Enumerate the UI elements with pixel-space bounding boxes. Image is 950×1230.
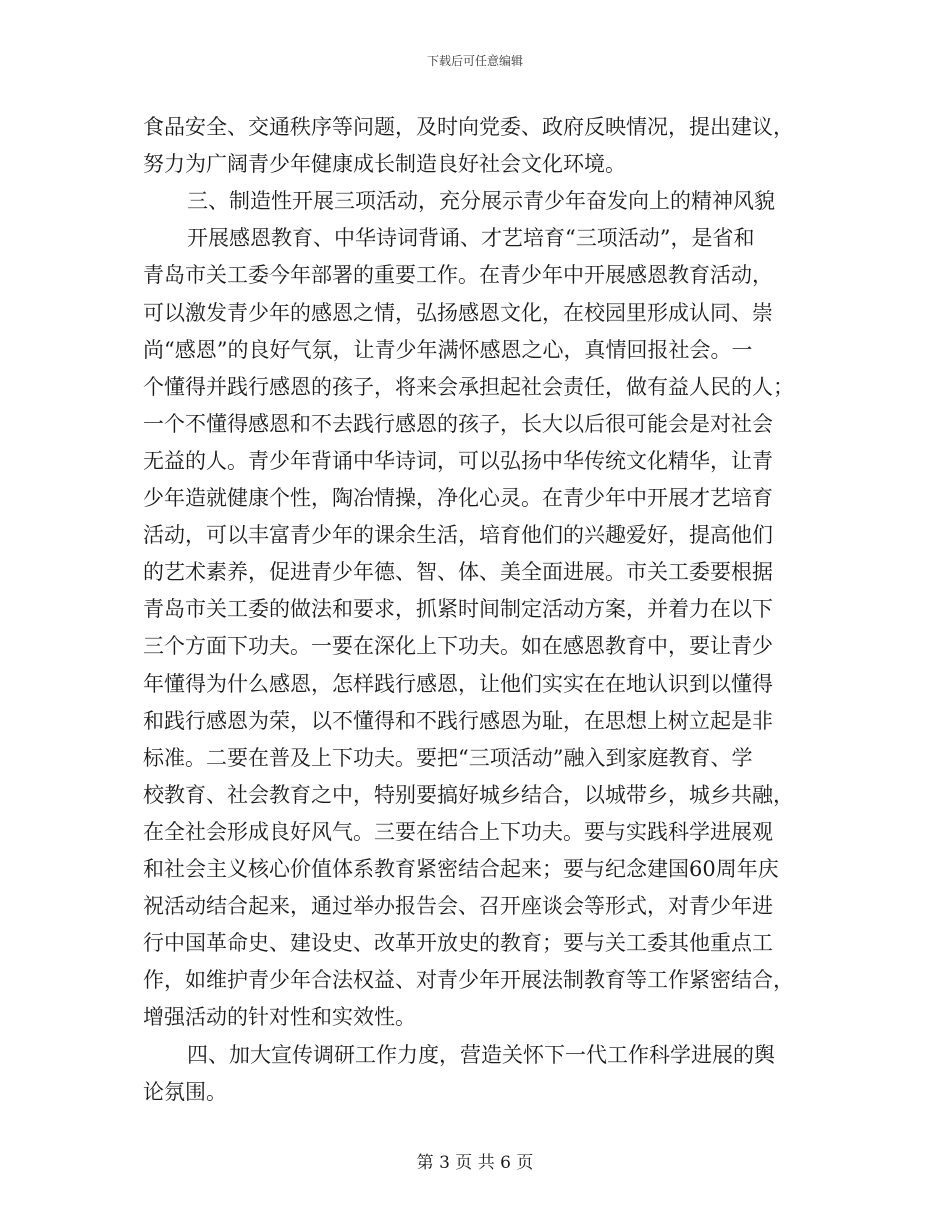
text-line: 无益的人。青少年背诵中华诗词，可以弘扬中华传统文化精华，让青 xyxy=(143,448,773,473)
text-line: 食品安全、交通秩序等问题，及时向党委、政府反映情况，提出建议， xyxy=(143,115,794,139)
text-line: 开展感恩教育、中华诗词背诵、才艺培育“三项活动”，是省和 xyxy=(187,226,755,251)
text-line: 行中国革命史、建设史、改革开放史的教育；要与关工委其他重点工 xyxy=(143,931,773,956)
page-footer: 第 3 页 共 6 页 xyxy=(416,1153,534,1173)
text-line: 青岛市关工委的做法和要求，抓紧时间制定活动方案，并着力在以下 xyxy=(143,597,773,622)
text-line: 年懂得为什么感恩，怎样践行感恩，让他们实实在在地认识到以懂得 xyxy=(143,671,773,696)
text-line: 论氛围。 xyxy=(143,1079,227,1104)
text-line: 标准。二要在普及上下功夫。要把“三项活动”融入到家庭教育、学 xyxy=(143,745,753,770)
text-line: 三个方面下功夫。一要在深化上下功夫。如在感恩教育中，要让青少 xyxy=(143,634,773,659)
text-line: 祝活动结合起来，通过举办报告会、召开座谈会等形式，对青少年进 xyxy=(143,894,773,919)
text-line: 增强活动的针对性和实效性。 xyxy=(143,1005,416,1030)
text-line: 四、加大宣传调研工作力度，营造关怀下一代工作科学进展的舆 xyxy=(187,1042,775,1067)
text-line: 三、制造性开展三项活动，充分展示青少年奋发向上的精神风貌 xyxy=(187,189,775,214)
text-line: 尚“感恩”的良好气氛，让青少年满怀感恩之心，真情回报社会。一 xyxy=(143,337,753,362)
text-line: 和社会主义核心价值体系教育紧密结合起来；要与纪念建国60周年庆 xyxy=(143,857,779,881)
text-line: 努力为广阔青少年健康成长制造良好社会文化环境。 xyxy=(143,152,626,177)
text-line: 少年造就健康个性，陶冶情操，净化心灵。在青少年中开展才艺培育 xyxy=(143,486,773,510)
page-header: 下载后可任意编辑 xyxy=(426,54,523,68)
text-line: 活动，可以丰富青少年的课余生活，培育他们的兴趣爱好，提高他们 xyxy=(143,523,773,548)
text-line: 校教育、社会教育之中，特别要搞好城乡结合，以城带乡，城乡共融， xyxy=(143,782,794,807)
text-line: 一个不懂得感恩和不去践行感恩的孩子，长大以后很可能会是对社会 xyxy=(143,411,773,436)
text-line: 作，如维护青少年合法权益、对青少年开展法制教育等工作紧密结合， xyxy=(143,968,794,993)
text-line: 个懂得并践行感恩的孩子，将来会承担起社会责任，做有益人民的人； xyxy=(143,374,794,399)
text-line: 可以激发青少年的感恩之情，弘扬感恩文化，在校园里形成认同、崇 xyxy=(143,300,773,325)
text-line: 和践行感恩为荣，以不懂得和不践行感恩为耻，在思想上树立起是非 xyxy=(143,708,773,733)
text-line: 的艺术素养，促进青少年德、智、体、美全面进展。市关工委要根据 xyxy=(143,560,773,585)
text-line: 在全社会形成良好风气。三要在结合上下功夫。要与实践科学进展观 xyxy=(143,819,773,844)
text-line: 青岛市关工委今年部署的重要工作。在青少年中开展感恩教育活动， xyxy=(143,263,773,288)
